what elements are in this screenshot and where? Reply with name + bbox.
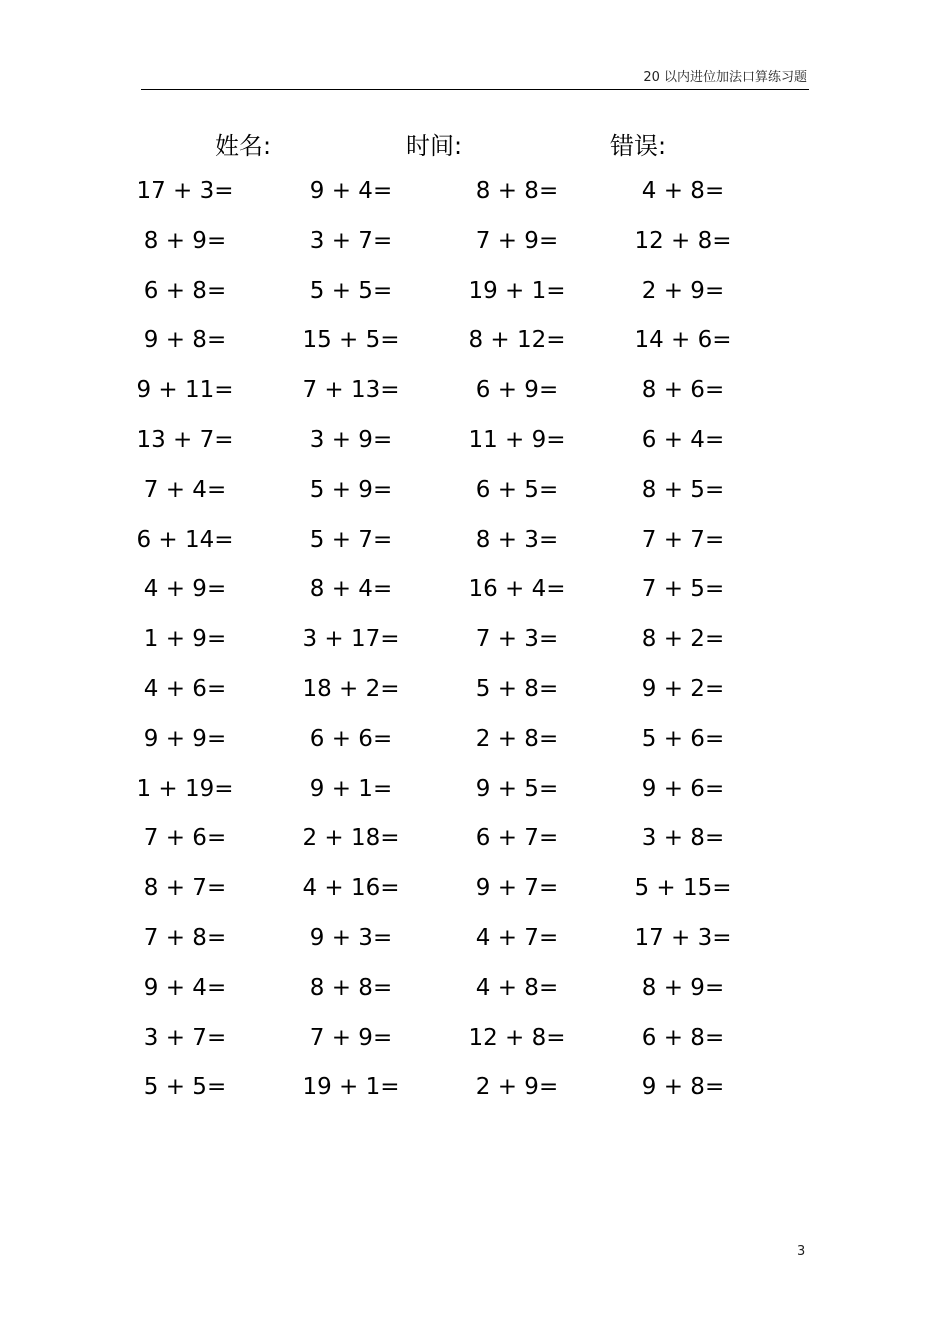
arithmetic-problem: 5 + 7=	[309, 526, 393, 553]
arithmetic-problem: 14 + 6=	[634, 327, 732, 354]
arithmetic-problem: 5 + 5=	[143, 1074, 227, 1101]
arithmetic-problem: 8 + 8=	[475, 178, 559, 204]
arithmetic-problem: 8 + 8=	[309, 974, 393, 1001]
arithmetic-problem: 9 + 5=	[475, 775, 559, 802]
arithmetic-problem: 4 + 9=	[143, 576, 227, 603]
document-header-title: 20 以内进位加法口算练习题	[643, 70, 807, 85]
arithmetic-problem: 3 + 7=	[309, 227, 393, 254]
arithmetic-problem: 17 + 3=	[136, 178, 234, 204]
arithmetic-problem: 19 + 1=	[468, 277, 566, 304]
arithmetic-problem: 17 + 3=	[634, 925, 732, 951]
arithmetic-problem: 5 + 15=	[634, 875, 732, 902]
arithmetic-problem: 12 + 8=	[468, 1024, 566, 1051]
arithmetic-problem: 2 + 18=	[302, 825, 400, 852]
arithmetic-problem: 12 + 8=	[634, 227, 732, 254]
arithmetic-problem: 8 + 7=	[143, 875, 227, 902]
arithmetic-problem: 9 + 7=	[475, 875, 559, 902]
arithmetic-problem: 4 + 8=	[475, 974, 559, 1001]
arithmetic-problem: 5 + 5=	[309, 277, 393, 304]
arithmetic-problem: 16 + 4=	[468, 576, 566, 603]
arithmetic-problem: 3 + 7=	[143, 1024, 227, 1051]
arithmetic-problem: 7 + 9=	[309, 1024, 393, 1051]
arithmetic-problem: 8 + 3=	[475, 526, 559, 553]
arithmetic-problem: 2 + 8=	[475, 725, 559, 752]
arithmetic-problem: 8 + 6=	[641, 377, 725, 404]
arithmetic-problem: 9 + 8=	[143, 327, 227, 354]
arithmetic-problem: 7 + 4=	[143, 476, 227, 503]
arithmetic-problem: 9 + 8=	[641, 1074, 725, 1101]
name-field-label: 姓名:	[215, 132, 272, 160]
arithmetic-problem: 1 + 9=	[143, 626, 227, 653]
arithmetic-problem: 8 + 9=	[641, 974, 725, 1001]
arithmetic-problem: 4 + 16=	[302, 875, 400, 902]
arithmetic-problem: 3 + 8=	[641, 825, 725, 852]
arithmetic-problem: 9 + 2=	[641, 676, 725, 702]
arithmetic-problem: 3 + 17=	[302, 626, 400, 653]
arithmetic-problem: 19 + 1=	[302, 1074, 400, 1101]
arithmetic-problem: 2 + 9=	[475, 1074, 559, 1101]
arithmetic-problem: 6 + 5=	[475, 476, 559, 503]
header-divider	[141, 89, 809, 90]
arithmetic-problem: 8 + 4=	[309, 576, 393, 603]
arithmetic-problem: 6 + 7=	[475, 825, 559, 852]
arithmetic-problem: 7 + 13=	[302, 377, 400, 404]
arithmetic-problem: 5 + 8=	[475, 676, 559, 702]
errors-field-label: 错误:	[610, 132, 667, 160]
arithmetic-problem: 8 + 2=	[641, 626, 725, 653]
arithmetic-problem: 9 + 4=	[143, 974, 227, 1001]
arithmetic-problem: 8 + 9=	[143, 227, 227, 254]
arithmetic-problem: 6 + 9=	[475, 377, 559, 404]
arithmetic-problem: 5 + 9=	[309, 476, 393, 503]
arithmetic-problem: 9 + 3=	[309, 925, 393, 951]
arithmetic-problem: 15 + 5=	[302, 327, 400, 354]
arithmetic-problem: 3 + 9=	[309, 427, 393, 453]
arithmetic-problem: 9 + 6=	[641, 775, 725, 802]
arithmetic-problem: 9 + 1=	[309, 775, 393, 802]
arithmetic-problem: 18 + 2=	[302, 676, 400, 702]
time-field-label: 时间:	[406, 132, 463, 160]
arithmetic-problem: 5 + 6=	[641, 725, 725, 752]
arithmetic-problem: 7 + 5=	[641, 576, 725, 603]
arithmetic-problem: 6 + 6=	[309, 725, 393, 752]
arithmetic-problem: 4 + 7=	[475, 925, 559, 951]
arithmetic-problem: 6 + 8=	[641, 1024, 725, 1051]
arithmetic-problem: 9 + 11=	[136, 377, 234, 404]
arithmetic-problem: 4 + 6=	[143, 676, 227, 702]
arithmetic-problem: 11 + 9=	[468, 427, 566, 453]
arithmetic-problem: 4 + 8=	[641, 178, 725, 204]
arithmetic-problem: 7 + 7=	[641, 526, 725, 553]
arithmetic-problem: 8 + 5=	[641, 476, 725, 503]
arithmetic-problem: 1 + 19=	[136, 775, 234, 802]
arithmetic-problem: 6 + 8=	[143, 277, 227, 304]
arithmetic-problem: 9 + 4=	[309, 178, 393, 204]
arithmetic-problem: 9 + 9=	[143, 725, 227, 752]
arithmetic-problem: 6 + 14=	[136, 526, 234, 553]
arithmetic-problem: 7 + 3=	[475, 626, 559, 653]
arithmetic-problem: 8 + 12=	[468, 327, 566, 354]
arithmetic-problem: 7 + 6=	[143, 825, 227, 852]
page-number: 3	[797, 1244, 806, 1259]
arithmetic-problem: 6 + 4=	[641, 427, 725, 453]
arithmetic-problem: 2 + 9=	[641, 277, 725, 304]
arithmetic-problem: 7 + 9=	[475, 227, 559, 254]
arithmetic-problem: 13 + 7=	[136, 427, 234, 453]
arithmetic-problem: 7 + 8=	[143, 925, 227, 951]
